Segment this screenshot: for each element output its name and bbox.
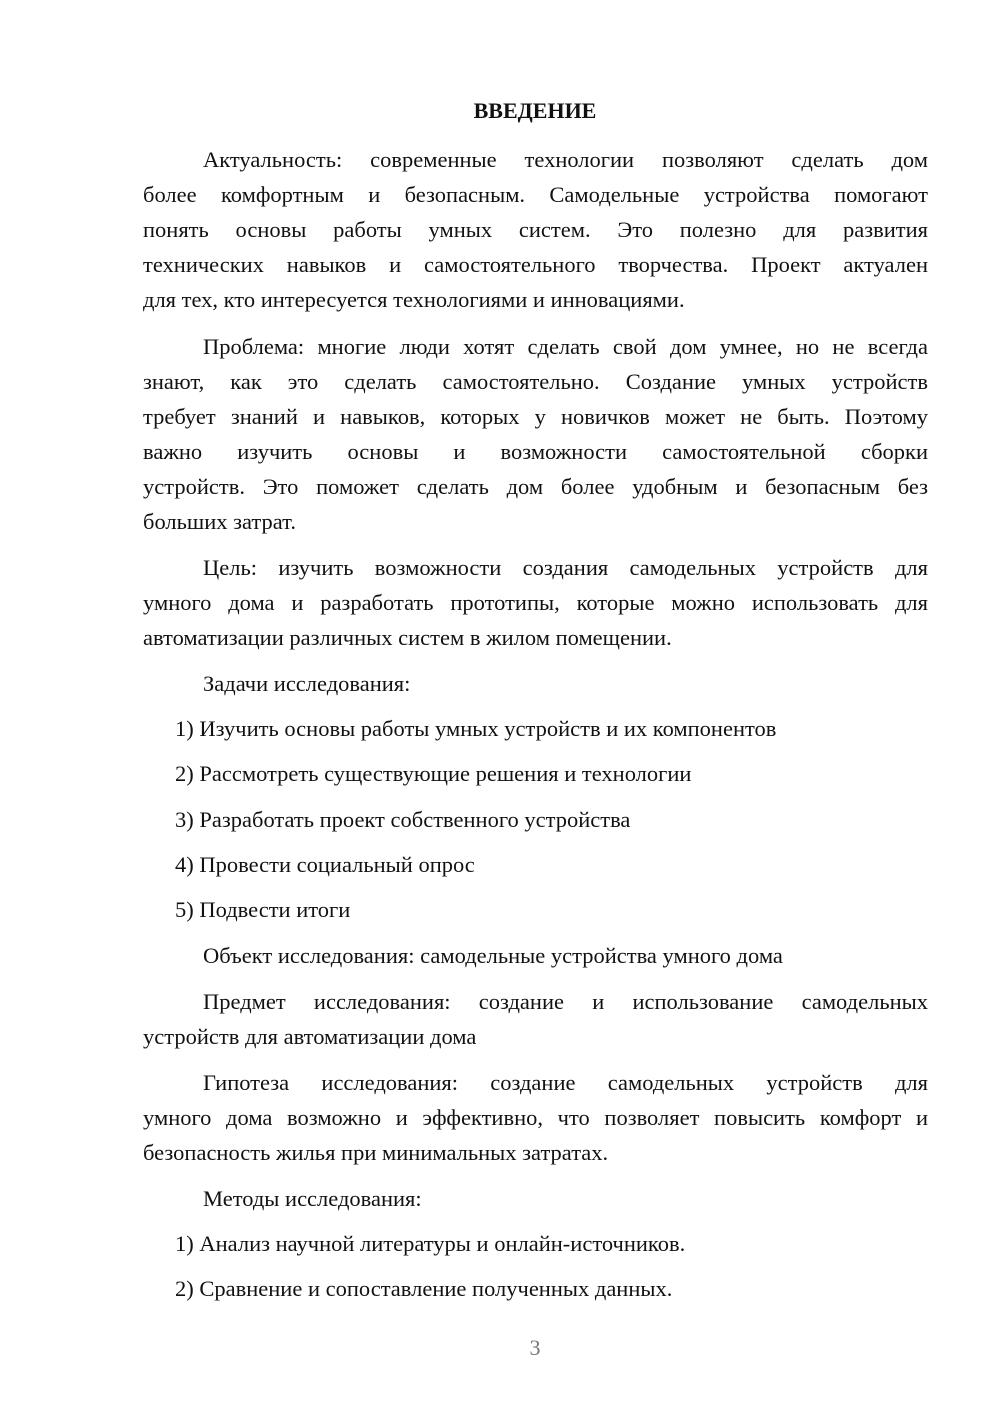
problem-line: Проблема: многие люди хотят сделать свой дом умнее, но не всегда [203, 334, 928, 359]
method-item: 1) Анализ научной литературы и онлайн-источников. [175, 1231, 686, 1256]
subject-line: Предмет исследования: создание и использование самодельных [203, 989, 928, 1014]
task-item: 1) Изучить основы работы умных устройств и их компонентов [175, 716, 777, 741]
goal-line: умного дома и разработать прототипы, которые можно использовать для [143, 590, 928, 615]
problem-line: знают, как это сделать самостоятельно. Создание умных устройств [143, 369, 928, 394]
goal-line: Цель: изучить возможности создания самодельных устройств для [203, 555, 928, 580]
task-item: 5) Подвести итоги [175, 897, 351, 922]
tasks-title: Задачи исследования: [203, 671, 411, 696]
page-number: 3 [529, 1335, 541, 1360]
relevance-line: для тех, кто интересуется технологиями и инновациями. [143, 287, 685, 312]
relevance-line: технических навыков и самостоятельного творчества. Проект актуален [143, 252, 928, 277]
research-object: Объект исследования: самодельные устройства умного дома [203, 943, 783, 968]
problem-line: важно изучить основы и возможности самостоятельной сборки [143, 439, 928, 464]
methods-title: Методы исследования: [203, 1186, 422, 1211]
problem-line: больших затрат. [143, 509, 296, 534]
task-item: 3) Разработать проект собственного устройства [175, 807, 631, 832]
page-title: ВВЕДЕНИЕ [473, 98, 597, 123]
goal-line: автоматизации различных систем в жилом помещении. [143, 625, 672, 650]
relevance-line: более комфортным и безопасным. Самодельные устройства помогают [143, 182, 928, 207]
problem-line: требует знаний и навыков, которых у новичков может не быть. Поэтому [143, 404, 928, 429]
hypothesis-line: Гипотеза исследования: создание самодельных устройств для [203, 1070, 928, 1095]
relevance-line: Актуальность: современные технологии позволяют сделать дом [203, 147, 928, 172]
hypothesis-line: умного дома возможно и эффективно, что позволяет повысить комфорт и [143, 1105, 928, 1130]
subject-line: устройств для автоматизации дома [143, 1024, 477, 1049]
task-item: 4) Провести социальный опрос [175, 852, 475, 877]
hypothesis-line: безопасность жилья при минимальных затратах. [143, 1140, 609, 1165]
problem-line: устройств. Это поможет сделать дом более удобным и безопасным без [143, 474, 928, 499]
relevance-line: понять основы работы умных систем. Это полезно для развития [143, 217, 928, 242]
method-item: 2) Сравнение и сопоставление полученных данных. [175, 1276, 673, 1301]
task-item: 2) Рассмотреть существующие решения и технологии [175, 761, 692, 786]
